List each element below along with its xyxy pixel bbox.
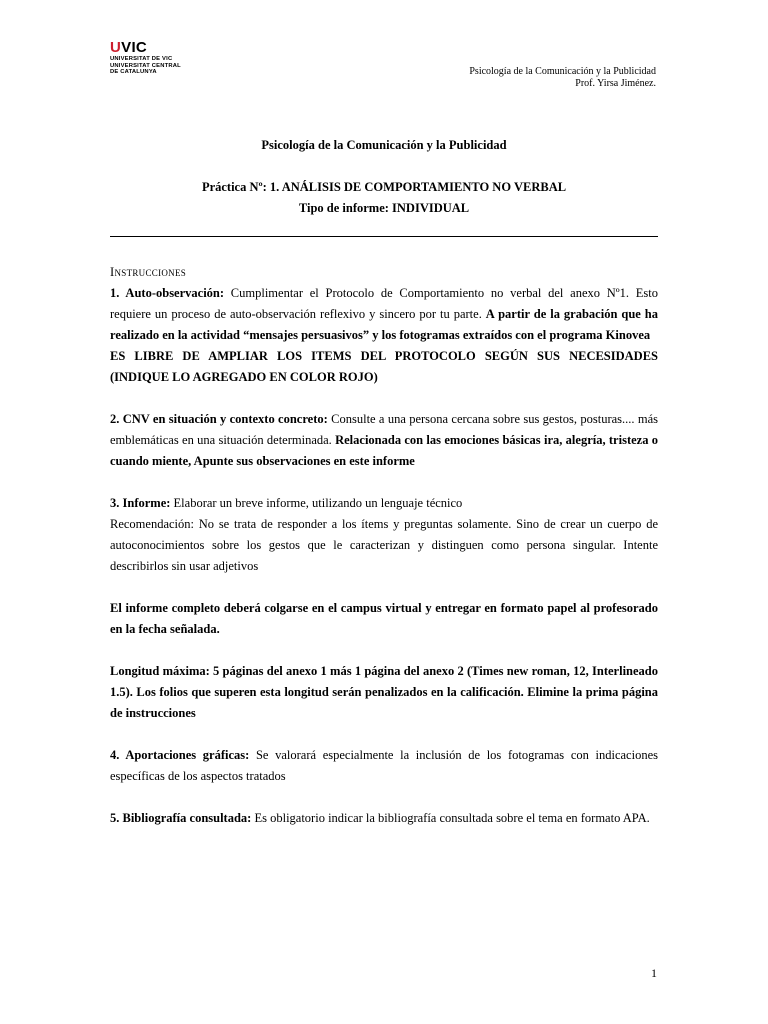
title-divider bbox=[110, 236, 658, 237]
submission-notice: El informe completo deberá colgarse en el campus virtual y entregar en formato papel al profesorado en la fecha señalada. bbox=[110, 601, 658, 636]
instructions-body bbox=[110, 262, 658, 829]
document-title: Psicología de la Comunicación y la Publicidad bbox=[261, 138, 507, 152]
logo-wordmark: UVIC bbox=[110, 39, 148, 56]
item-graphics: 4. Aportaciones gráficas: Se valorará especialmente la inclusión de los fotogramas con indicaciones específicas de los aspectos tratados bbox=[110, 748, 658, 783]
item-auto-observation: 1. Auto-observación: Cumplimentar el Protocolo de Comportamiento no verbal del anexo Nº1. Esto requiere un proceso de auto-observación reflexivo y sincero por tu parte. A partir de la grabación que ha realizado en la actividad “mensajes persuasivos” y los fotogramas extraídos con el programa Kinovea bbox=[110, 286, 658, 342]
header-course: Psicología de la Comunicación y la Publicidad bbox=[469, 66, 656, 77]
recommendation: Recomendación: No se trata de responder a los ítems y preguntas solamente. Sino de crear un cuerpo de autoconocimientos sobre los gestos que le caracterizan y distinguen como persona singular. Intente describirlos sin usar adjetivos bbox=[110, 517, 658, 573]
logo-subtitle: UNIVERSITAT DE VIC UNIVERSITAT CENTRAL DE CATALUNYA bbox=[110, 56, 181, 76]
practice-title: Práctica Nº: 1. ANÁLISIS DE COMPORTAMIENTO NO VERBAL bbox=[201, 180, 567, 194]
report-type: Tipo de informe: INDIVIDUAL bbox=[298, 201, 470, 215]
protocol-notice: ES LIBRE DE AMPLIAR LOS ITEMS DEL PROTOCOLO SEGÚN SUS NECESIDADES (INDIQUE LO AGREGADO EN COLOR ROJO) bbox=[110, 349, 658, 384]
section-heading: Instrucciones bbox=[110, 265, 187, 279]
page-number: 1 bbox=[651, 966, 657, 980]
header-professor: Prof. Yirsa Jiménez. bbox=[575, 78, 656, 89]
item-report: 3. Informe: Elaborar un breve informe, utilizando un lenguaje técnico bbox=[110, 496, 463, 510]
item-cnv-context: 2. CNV en situación y contexto concreto: Consulte a una persona cercana sobre sus gestos, posturas.... más emblemáticas en una situación determinada. Relacionada con las emociones básicas ira, alegría, tristeza o cuando miente, Apunte sus observaciones en este informe bbox=[110, 412, 659, 468]
item-bibliography: 5. Bibliografía consultada: Es obligatorio indicar la bibliografía consultada sobre el tema en formato APA. bbox=[110, 811, 650, 825]
uvic-logo bbox=[110, 40, 181, 76]
length-notice: Longitud máxima: 5 páginas del anexo 1 más 1 página del anexo 2 (Times new roman, 12, Interlineado 1.5). Los folios que superen esta longitud serán penalizados en la calificación. Elimine la prima página de instrucciones bbox=[110, 664, 658, 720]
page-header bbox=[469, 66, 656, 90]
